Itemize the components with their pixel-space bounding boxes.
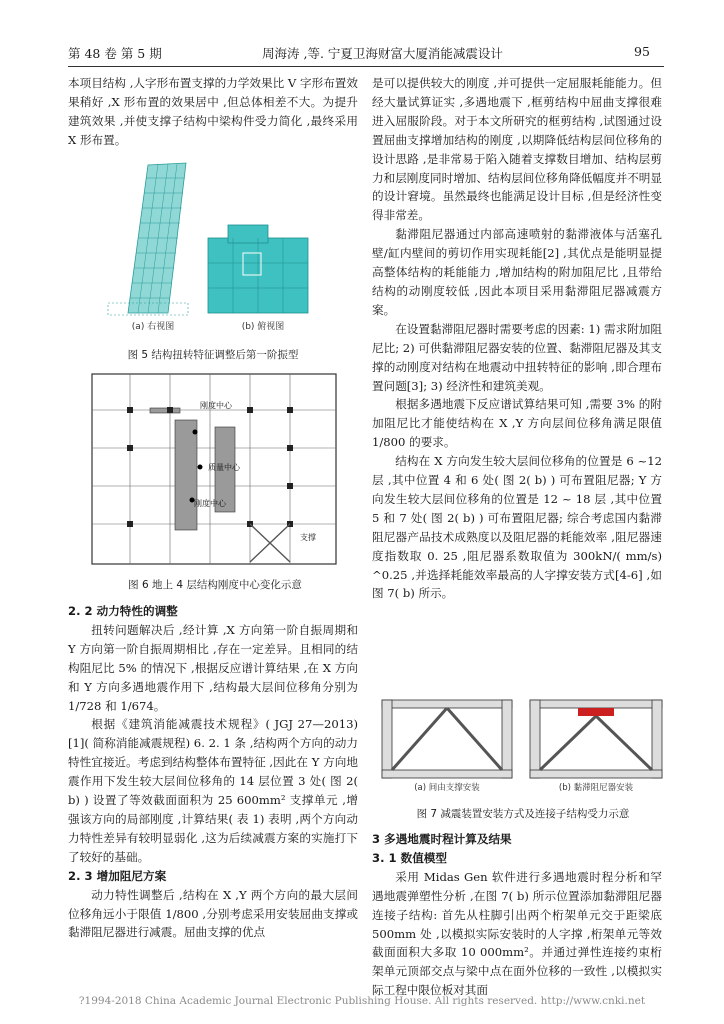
right-paragraph-4: 根据多遇地震下反应谱试算结果可知 ,需要 3% 的附加阻尼比才能使结构在 X ,Y 方向层间位移角满足限值 1/800 的要求。 xyxy=(372,397,662,450)
right-column xyxy=(372,74,662,603)
label-rigidity-top: 刚度中心 xyxy=(200,401,232,410)
right-paragraph-1: 是可以提供较大的刚度 ,并可提供一定屈服耗能能力。但经大量试算证实 ,多遇地震下 ,框剪结构中屈曲支撑很难进入屈服阶段。对于本文所研究的框剪结构 ,试图通过设置屈曲支撑增加结构的刚度 ,以期降低结构层间位移角的设计思路 ,是非常易于陷入随着支撑数目增加、结构层剪力和层刚度同时增加、结构层间位移角降低幅度并不明显的设计窘境。虽然最终也能满足设计目标 ,但是经济性变得非常差。 xyxy=(372,76,662,223)
section-3-heading: 3 多遇地震时程计算及结果 xyxy=(372,832,512,846)
figure-7-caption: 图 7 减震装置安装方式及连接子结构受力示意 xyxy=(416,808,630,820)
journal-volume: 第 48 卷 第 5 期 xyxy=(68,46,162,61)
figure-7-sub-b: (b) 黏滞阻尼器安装 xyxy=(558,783,634,793)
left-column-lower xyxy=(68,602,358,942)
label-rigidity-bottom: 刚度中心 xyxy=(194,499,226,508)
section-3-1-paragraph-1: 采用 Midas Gen 软件进行多遇地震时程分析和罕遇地震弹塑性分析 ,在图 7( b) 所示位置添加黏滞阻尼器连接子结构: 首先从柱脚引出两个桁架单元交于距梁底 500mm 处 ,以模拟实际安装时的人字撑 ,桁架单元等效截面面积大多取 10 000mm²。并通过弹性连接约束桁架单元顶部交点与梁中点在面外位移的一致性 ,以模拟实际工程中限位板对其面 xyxy=(372,869,662,998)
section-2-3-paragraph-1: 动力特性调整后 ,结构在 X ,Y 两个方向的最大层间位移角远小于限值 1/800 ,分别考虑采用安装屈曲支撑或黏滞阻尼器进行减震。屈曲支撑的优点 xyxy=(68,887,358,940)
figure-6 xyxy=(90,372,340,592)
right-paragraph-2: 黏滞阻尼器通过内部高速喷射的黏滞液体与活塞孔壁/缸内壁间的剪切作用实现耗能[2] ,其优点是能明显提高整体结构的耗能能力 ,增加结构的附加阻尼比 ,且带给结构的动刚度较低 ,因此本项目采用黏滞阻尼器减震方案。 xyxy=(372,227,662,317)
figure-7 xyxy=(378,694,668,824)
brace-installation xyxy=(382,700,512,778)
figure-6-floor-plan xyxy=(90,372,340,568)
plan-view-model xyxy=(208,225,308,313)
damper-installation xyxy=(530,700,662,778)
section-3-1-heading: 3. 1 数值模型 xyxy=(372,850,447,865)
right-paragraph-3: 在设置黏滞阻尼器时需要考虑的因素: 1) 需求附加阻尼比; 2) 可供黏滞阻尼器安装的位置、黏滞阻尼器及其支撑的动刚度对结构在地震动中扭转特征的影响 ,即合理布置问题[3]; 3) 经济性和建筑美观。 xyxy=(372,321,662,393)
copyright-footer: ?1994-2018 China Academic Journal Electronic Publishing House. All rights reserved. http://www.cnki.net xyxy=(78,995,646,1007)
side-view-model xyxy=(108,163,188,315)
running-title: 周海涛 ,等. 宁夏卫海财富大厦消能减震设计 xyxy=(262,46,503,61)
figure-6-caption: 图 6 地上 4 层结构刚度中心变化示意 xyxy=(128,579,302,591)
right-paragraph-5: 结构在 X 方向发生较大层间位移角的位置是 6 ~12 层 ,其中位置 4 和 6 处( 图 2( b) ) 可布置阻尼器; Y 方向发生较大层间位移角的位置是 12 ~ 18 层 ,其中位置 5 和 7 处( 图 2( b) ) 可布置阻尼器; 综合考虑国内黏滞阻尼器产品技术成熟度以及阻尼器的耗能效率 ,阻尼器速度指数取 0. 25 ,阻尼器系数取值为 300kN/( mm/s) ^0.25 ,并选择耗能效率最高的人字撑安装方式[4-6] ,如图 7( b) 所示。 xyxy=(372,454,662,601)
mass-center xyxy=(198,465,203,470)
figure-5-mode-shape xyxy=(68,153,358,333)
figure-5-caption: 图 5 结构扭转特征调整后第一阶振型 xyxy=(127,349,299,361)
figure-7-sub-a: (a) 间由支撑安装 xyxy=(414,783,480,793)
page-number: 95 xyxy=(634,44,650,59)
figure-5-sub-b: (b) 俯视图 xyxy=(241,322,285,332)
left-column xyxy=(68,74,358,150)
label-brace: 支撑 xyxy=(300,533,316,542)
figure-5-sub-a: (a) 右视图 xyxy=(131,322,175,332)
header-rule xyxy=(68,66,664,67)
label-mass-center: 质量中心 xyxy=(208,463,240,472)
section-2-2-paragraph-2: 根据《建筑消能减震技术规程》( JGJ 27—2013) [1]( 简称消能减震规程) 6. 2. 1 条 ,结构两个方向的动力特性宜接近。考虑到结构整体布置特征 ,因此在 Y 方向地震作用下发生较大层间位移角的 14 层位置 3 处( 图 2( b) ) 设置了等效截面面积为 25 600mm² 支撑单元 ,增强该方向的局部刚度 ,计算结果( 表 1) 表明 ,两个方向动力特性差异有较明显弱化 ,这为后续减震方案的实施打下了较好的基础。 xyxy=(68,717,358,864)
figure-7-installations xyxy=(378,694,668,794)
right-column-lower xyxy=(372,830,662,1000)
intro-paragraph: 本项目结构 ,人字形布置支撑的力学效果比 V 字形布置效果稍好 ,X 形布置的效果居中 ,但总体相差不大。为提升建筑效果 ,并使支撑子结构中梁构件受力简化 ,最终采用 X 形布置。 xyxy=(68,76,358,147)
rigidity-center-before xyxy=(193,430,198,435)
damper-device xyxy=(578,708,614,716)
section-2-2-heading: 2. 2 动力特性的调整 xyxy=(68,604,178,618)
section-2-2-paragraph-1: 扭转问题解决后 ,经计算 ,X 方向第一阶自振周期和 Y 方向第一阶自振周期相比 ,存在一定差异。且相同的结构阻尼比 5% 的情况下 ,根据反应谱计算结果 ,在 X 方向和 Y 方向多遇地震作用下 ,结构最大层间位移角分别为 1/728 和 1/674。 xyxy=(68,622,358,713)
figure-5 xyxy=(68,153,358,363)
section-2-3-heading: 2. 3 增加阻尼方案 xyxy=(68,868,167,883)
